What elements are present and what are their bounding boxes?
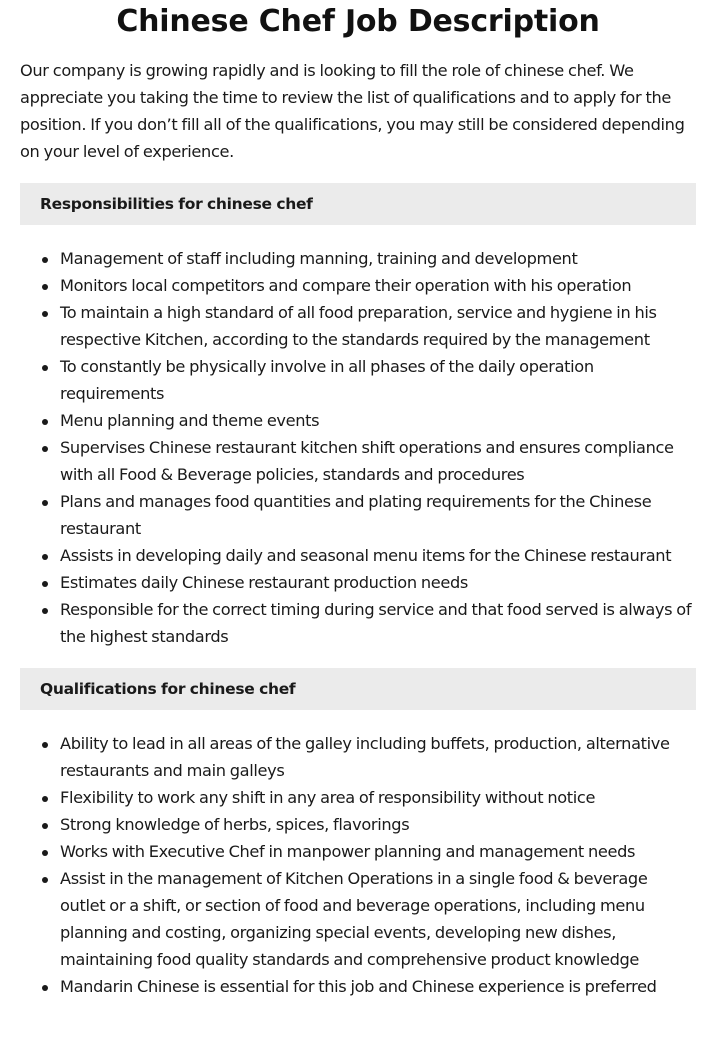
responsibilities-list xyxy=(20,245,696,650)
list-item: Monitors local competitors and compare their operation with his operation xyxy=(20,272,696,299)
list-item: Strong knowledge of herbs, spices, flavorings xyxy=(20,811,696,838)
list-item: Flexibility to work any shift in any area of responsibility without notice xyxy=(20,784,696,811)
job-description-page xyxy=(20,2,696,1000)
intro-paragraph: Our company is growing rapidly and is looking to fill the role of chinese chef. We appreciate you taking the time to review the list of qualifications and to apply for the position. If you don’t fill all of the qualifications, you may still be considered depending on your level of experience. xyxy=(20,61,685,161)
qualifications-list xyxy=(20,730,696,1000)
qualifications-heading: Qualifications for chinese chef xyxy=(20,668,696,710)
list-item: Responsible for the correct timing during service and that food served is always of the highest standards xyxy=(20,596,696,650)
list-item: To maintain a high standard of all food preparation, service and hygiene in his respective Kitchen, according to the standards required by the management xyxy=(20,299,696,353)
list-item: Menu planning and theme events xyxy=(20,407,696,434)
list-item: Works with Executive Chef in manpower planning and management needs xyxy=(20,838,696,865)
list-item: Management of staff including manning, training and development xyxy=(20,245,696,272)
list-item: Mandarin Chinese is essential for this job and Chinese experience is preferred xyxy=(20,973,696,1000)
list-item: Estimates daily Chinese restaurant production needs xyxy=(20,569,696,596)
list-item: To constantly be physically involve in all phases of the daily operation requirements xyxy=(20,353,696,407)
list-item: Supervises Chinese restaurant kitchen shift operations and ensures compliance with all Food & Beverage policies, standards and procedures xyxy=(20,434,696,488)
list-item: Assist in the management of Kitchen Operations in a single food & beverage outlet or a shift, or section of food and beverage operations, including menu planning and costing, organizing special events, developing new dishes, maintaining food quality standards and comprehensive product knowledge xyxy=(20,865,696,973)
page-title: Chinese Chef Job Description xyxy=(116,4,600,39)
list-item: Assists in developing daily and seasonal menu items for the Chinese restaurant xyxy=(20,542,696,569)
list-item: Ability to lead in all areas of the galley including buffets, production, alternative restaurants and main galleys xyxy=(20,730,696,784)
list-item: Plans and manages food quantities and plating requirements for the Chinese restaurant xyxy=(20,488,696,542)
responsibilities-heading: Responsibilities for chinese chef xyxy=(20,183,696,225)
